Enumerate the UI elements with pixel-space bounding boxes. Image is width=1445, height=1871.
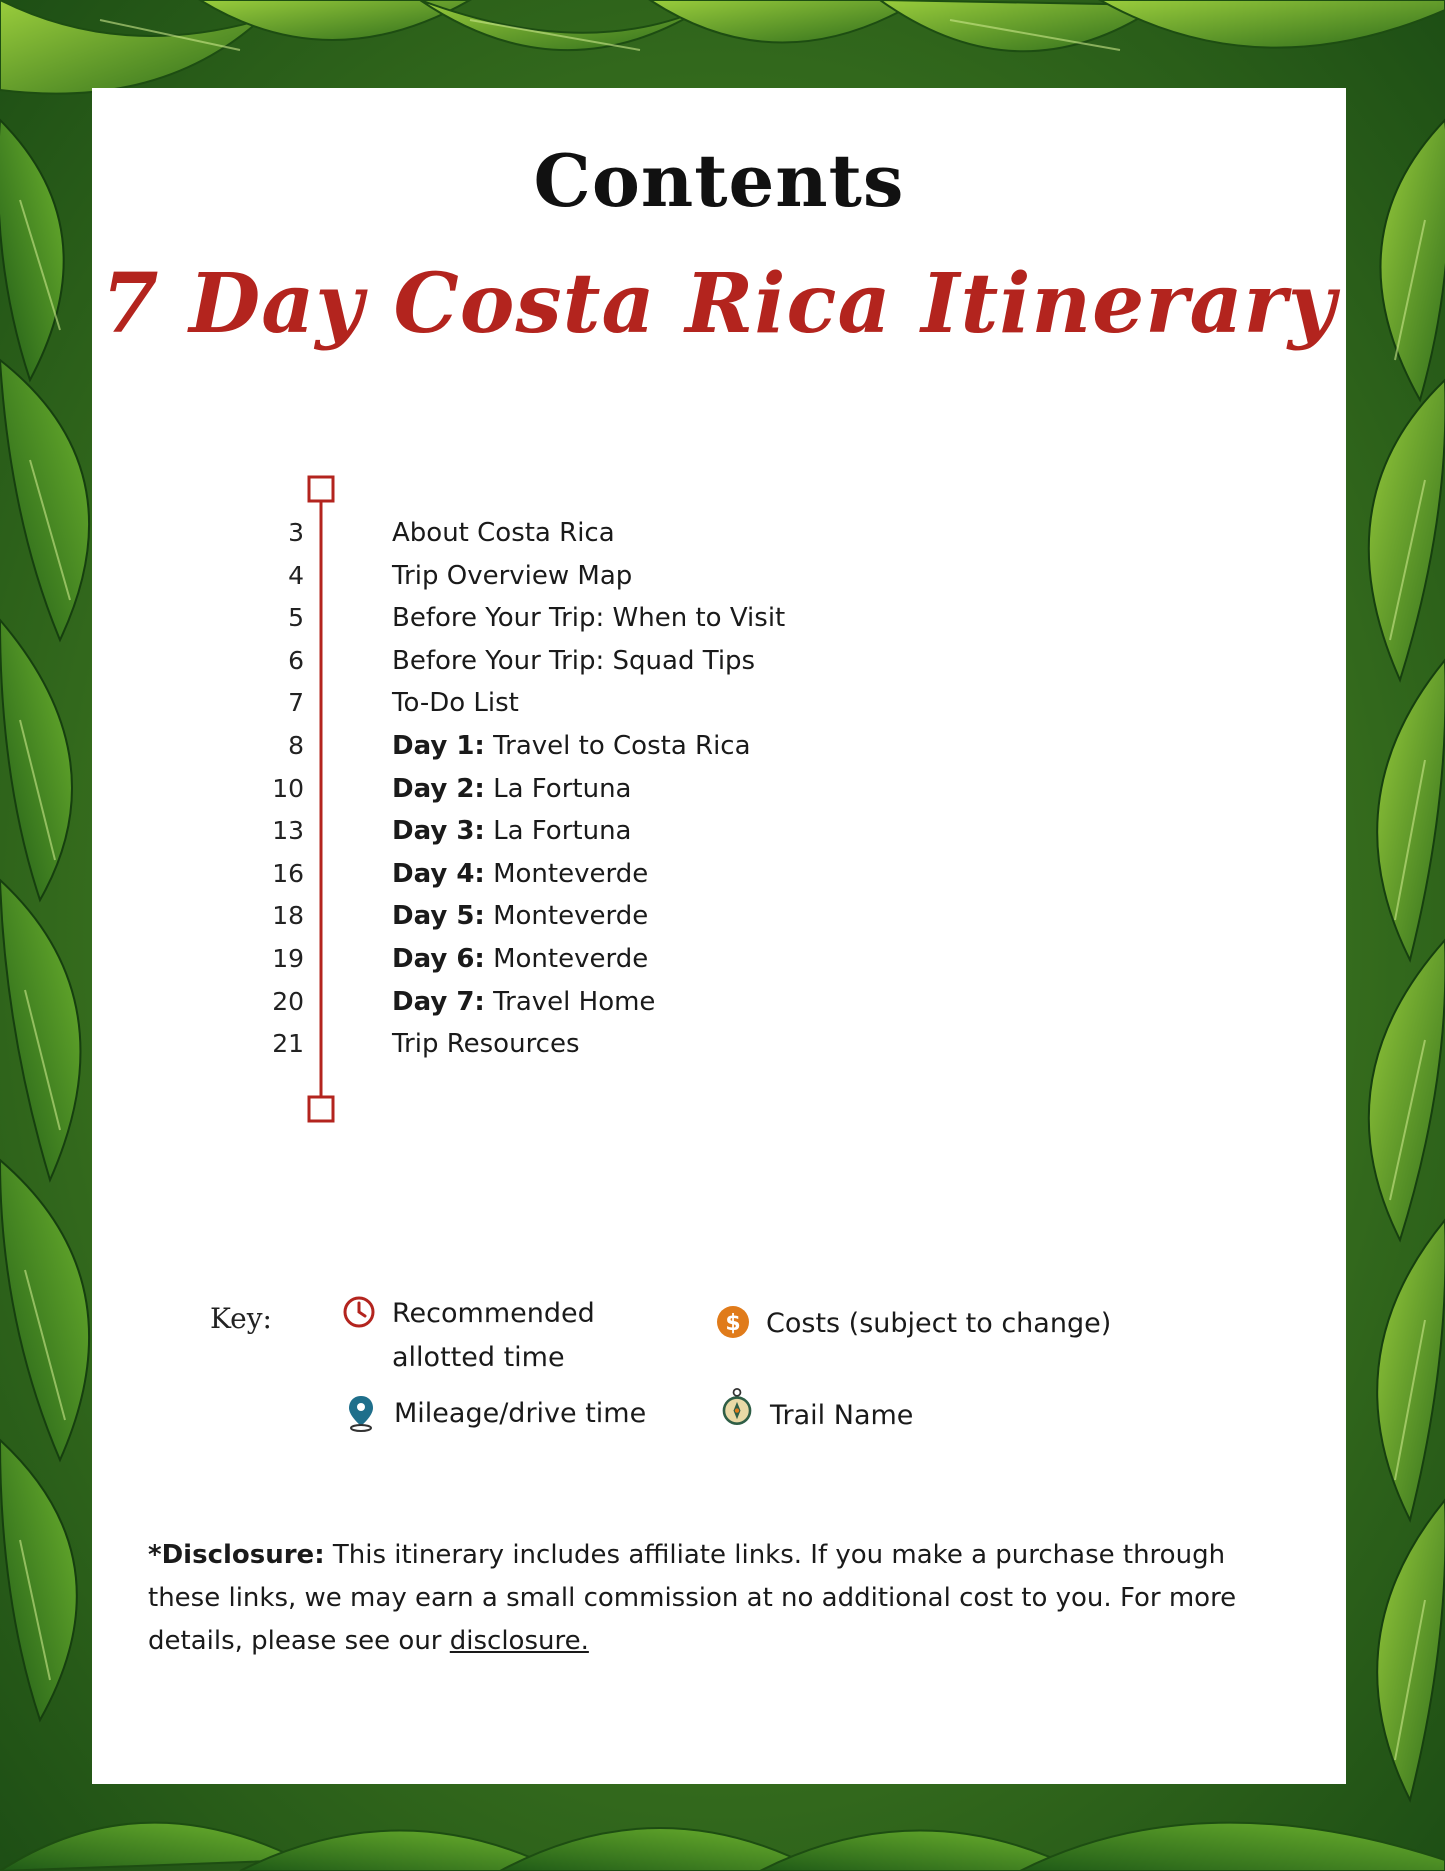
key-item-mileage (342, 1392, 646, 1436)
toc-page-number: 7 (288, 688, 304, 718)
table-of-contents (232, 518, 932, 1072)
toc-entry-day-6[interactable] (232, 944, 932, 987)
toc-entry-day-2[interactable] (232, 774, 932, 817)
toc-page-number: 4 (288, 560, 304, 590)
key-time-label: Recommended allotted time (392, 1298, 595, 1373)
toc-page-number: 18 (272, 901, 304, 931)
toc-entry-about[interactable] (232, 518, 932, 561)
toc-title: About Costa Rica (392, 518, 615, 548)
itinerary-subtitle: 7 Day Costa Rica Itinerary (101, 256, 1337, 352)
toc-entry-day-4[interactable] (232, 859, 932, 902)
toc-page-number: 3 (288, 518, 304, 547)
toc-page-number: 5 (288, 603, 304, 633)
key-item-costs (714, 1302, 1111, 1346)
key-item-time (340, 1292, 595, 1380)
toc-title: Day 3: La Fortuna (392, 816, 632, 847)
timeline-end-marker (309, 1097, 333, 1121)
disclosure-text: *Disclosure: This itinerary includes affiliate links. If you make a purchase through these links, we may earn a small commission at no additional cost to you. For more details, please see our disclosure. (148, 1540, 1237, 1656)
toc-title: Day 7: Travel Home (392, 986, 656, 1017)
key-mileage-label: Mileage/drive time (394, 1398, 647, 1429)
toc-page-number: 20 (272, 986, 304, 1016)
dollar-coin-icon (714, 1302, 752, 1342)
page-title: Contents (533, 138, 905, 223)
toc-entry-squad-tips[interactable] (232, 646, 932, 689)
toc-title: Before Your Trip: Squad Tips (392, 645, 756, 676)
compass-icon (718, 1388, 756, 1428)
toc-entry-day-1[interactable] (232, 731, 932, 774)
toc-title: Trip Resources (392, 1029, 580, 1060)
toc-entry-day-5[interactable] (232, 901, 932, 944)
timeline-start-marker (309, 477, 333, 501)
clock-icon (340, 1292, 378, 1332)
toc-page-number: 19 (272, 943, 304, 973)
toc-page-number: 10 (272, 773, 304, 803)
toc-title: To-Do List (392, 688, 519, 719)
toc-entry-when-to-visit[interactable] (232, 603, 932, 646)
contents-page (92, 88, 1346, 1784)
toc-title: Day 6: Monteverde (392, 943, 649, 974)
svg-text:$: $ (725, 1311, 741, 1336)
map-pin-icon (342, 1392, 380, 1432)
key-label: Key: (210, 1302, 272, 1335)
toc-title: Day 1: Travel to Costa Rica (392, 730, 751, 761)
key-item-trail (718, 1388, 913, 1438)
key-trail-label: Trail Name (770, 1400, 914, 1431)
toc-entry-todo[interactable] (232, 688, 932, 731)
toc-page-number: 21 (272, 1029, 304, 1059)
toc-page-number: 16 (272, 858, 304, 888)
key-costs-label: Costs (subject to change) (766, 1308, 1112, 1339)
toc-title: Before Your Trip: When to Visit (392, 603, 786, 634)
toc-page-number: 13 (272, 816, 304, 846)
disclosure-link[interactable]: disclosure. (449, 1626, 589, 1656)
toc-entry-day-7[interactable] (232, 987, 932, 1030)
toc-title: Day 2: La Fortuna (392, 773, 632, 804)
toc-entry-day-3[interactable] (232, 816, 932, 859)
toc-entry-overview-map[interactable] (232, 561, 932, 604)
toc-page-number: 8 (288, 730, 304, 760)
toc-page-number: 6 (288, 645, 304, 675)
toc-title: Day 5: Monteverde (392, 901, 649, 932)
toc-title: Day 4: Monteverde (392, 858, 649, 889)
toc-entry-resources[interactable] (232, 1029, 932, 1072)
toc-title: Trip Overview Map (392, 560, 633, 591)
disclosure-label: *Disclosure: (148, 1540, 325, 1570)
